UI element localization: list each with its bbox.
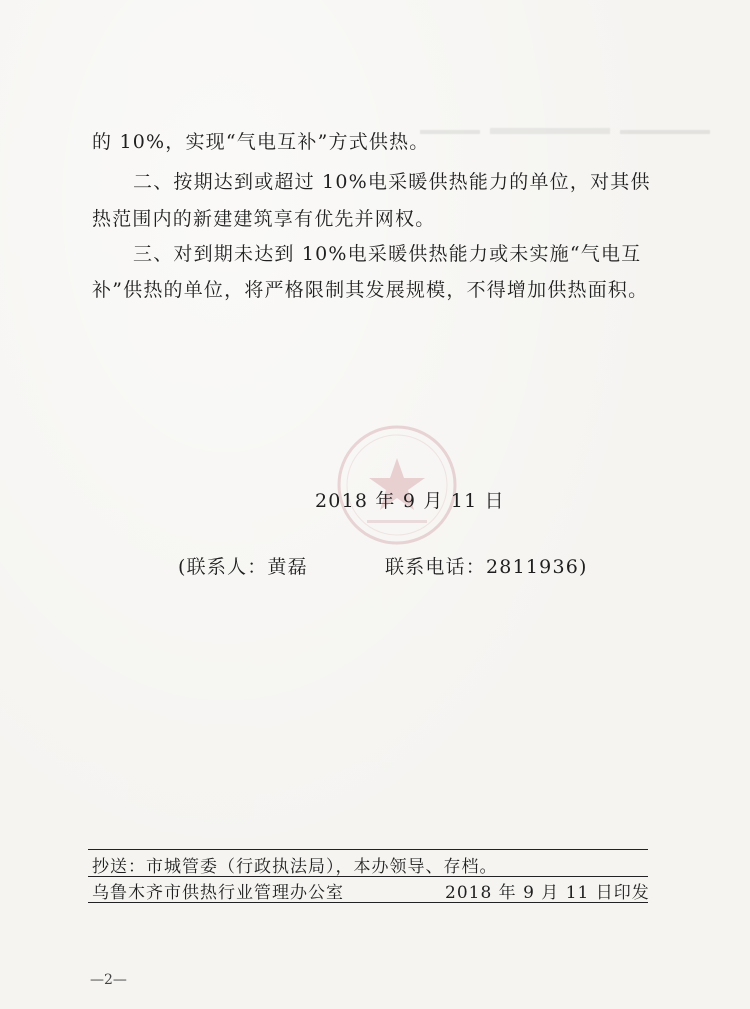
footer-rule-middle	[88, 876, 648, 877]
bleed-through-text	[420, 124, 720, 148]
page-number: —2—	[90, 972, 127, 988]
body-line-4: 三、对到期未达到 10%电采暖供热能力或未实施“气电互	[133, 243, 642, 265]
body-line-2: 二、按期达到或超过 10%电采暖供热能力的单位，对其供	[133, 171, 651, 193]
contact-person: (联系人：黄磊	[178, 556, 308, 578]
body-line-1: 的 10%，实现“气电互补”方式供热。	[92, 131, 430, 153]
bleed-through-marks	[420, 124, 720, 144]
issue-date: 2018 年 9 月 11 日印发	[445, 883, 650, 903]
body-line-3: 热范围内的新建建筑享有优先并网权。	[92, 208, 436, 230]
body-line-5: 补”供热的单位，将严格限制其发展规模，不得增加供热面积。	[92, 279, 649, 301]
issuer-name: 乌鲁木齐市供热行业管理办公室	[92, 883, 344, 903]
footer-rule-top	[88, 849, 648, 850]
cc-line: 抄送：市城管委（行政执法局），本办领导、存档。	[92, 857, 498, 877]
contact-phone: 联系电话：2811936)	[385, 556, 588, 578]
official-seal	[332, 420, 462, 550]
signature-date: 2018 年 9 月 11 日	[315, 490, 505, 512]
footer-rule-bottom	[88, 902, 648, 903]
